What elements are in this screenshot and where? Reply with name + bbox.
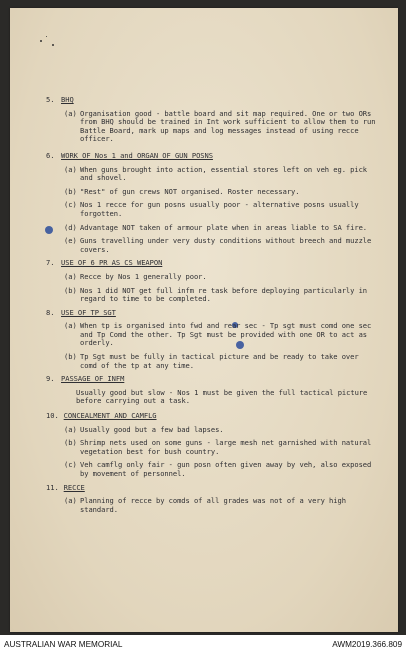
- item-text: Nos 1 did NOT get full infm re task before deploying particularly in regard to time to be completed.: [80, 285, 368, 304]
- item-label: (a): [64, 164, 77, 174]
- list-item: [64, 188, 376, 197]
- list-item: [64, 461, 376, 478]
- section-title: USE OF 6 PR AS CS WEAPON: [61, 258, 163, 268]
- list-item: [64, 273, 376, 282]
- section-number: 7.: [46, 258, 55, 268]
- section: [46, 309, 376, 371]
- item-text: Recce by Nos 1 generally poor.: [80, 271, 207, 281]
- section: [46, 484, 376, 515]
- item-label: (d): [64, 222, 77, 232]
- list-item: [64, 322, 376, 348]
- item-text: "Rest" of gun crews NOT organised. Roster necessary.: [80, 186, 300, 196]
- item-label: (b): [64, 438, 77, 448]
- section-number: 11.: [46, 482, 59, 492]
- paper-speck: [46, 36, 47, 37]
- item-text: Advantage NOT taken of armour plate when in areas liable to SA fire.: [80, 222, 368, 232]
- item-text: Nos 1 recce for gun posns usually poor - alternative posns usually forgotten.: [80, 200, 359, 218]
- item-text: Veh camflg only fair - gun posn often given away by veh, also exposed by movement of personnel.: [80, 460, 372, 478]
- section-heading: [46, 96, 376, 105]
- list-item: [64, 439, 376, 456]
- item-text: Usually good but a few bad lapses.: [80, 424, 224, 434]
- list-item: [64, 353, 376, 370]
- item-label: (a): [64, 271, 77, 281]
- section-paragraph: Usually good but slow - Nos 1 must be given the full tactical picture before carrying out a task.: [76, 387, 368, 406]
- list-item: [64, 426, 376, 435]
- section-heading: [46, 412, 376, 421]
- item-label: (b): [64, 186, 77, 196]
- section-number: 9.: [46, 374, 55, 384]
- item-label: (a): [64, 108, 77, 118]
- section-number: 10.: [46, 411, 59, 421]
- list-item: [64, 166, 376, 183]
- section-number: 8.: [46, 307, 55, 317]
- section: [46, 96, 376, 144]
- section-heading: [46, 375, 376, 384]
- item-text: When tp is organised into fwd and rear sec - Tp sgt must comd one sec and Tp Comd the other. Tp Sgt must be provided with one OR to act as orderly.: [80, 321, 372, 348]
- section: [46, 412, 376, 479]
- section-title: WORK OF Nos 1 and ORGAN OF GUN POSNS: [61, 150, 213, 160]
- item-text: Tp Sgt must be fully in tactical picture and be ready to take over comd of the tp at any time.: [80, 352, 359, 370]
- list-item: [64, 497, 376, 514]
- section-number: 5.: [46, 95, 55, 104]
- document-body: [46, 96, 376, 519]
- item-label: (b): [64, 285, 77, 295]
- list-item: [64, 224, 376, 233]
- section-number: 6.: [46, 150, 55, 160]
- item-label: (b): [64, 352, 77, 362]
- section: [46, 375, 376, 406]
- list-item: [64, 201, 376, 218]
- section-heading: [46, 152, 376, 161]
- item-label: (a): [64, 424, 77, 434]
- footer-institution: AUSTRALIAN WAR MEMORIAL: [4, 639, 123, 649]
- section: [46, 259, 376, 303]
- item-text: Planning of recce by comds of all grades was not of a very high standard.: [80, 496, 346, 514]
- list-item: [64, 237, 376, 254]
- item-label: (e): [64, 236, 77, 246]
- archive-footer: [0, 635, 406, 653]
- item-text: When guns brought into action, essential stores left on veh eg. pick and shovel.: [80, 164, 368, 183]
- list-item: [64, 110, 376, 144]
- section-title: CONCEALMENT AND CAMFLG: [63, 411, 157, 421]
- item-text: Shrimp nets used on some guns - large mesh net garnished with natural vegetation best for bush country.: [80, 438, 372, 456]
- item-text: Organisation good - battle board and sit map required. One or two ORs from BHQ should be trained in Int work sufficient to allow them to run Battle Board, mark up maps and log messages instead of using recce officer.: [80, 108, 376, 144]
- section-title: RECCE: [63, 482, 85, 492]
- section-heading: [46, 484, 376, 493]
- item-text: Guns travelling under very dusty conditions without breech and muzzle covers.: [80, 236, 372, 254]
- paper-speck: [52, 44, 54, 46]
- item-label: (c): [64, 200, 77, 210]
- section-title: PASSAGE OF INFM: [61, 374, 125, 384]
- section-heading: [46, 309, 376, 318]
- list-item: [64, 287, 376, 304]
- paper-speck: [40, 40, 42, 42]
- item-label: (a): [64, 321, 77, 331]
- footer-accession-number: AWM2019.366.809: [332, 639, 402, 649]
- section-title: USE OF TP SGT: [61, 307, 116, 317]
- section: [46, 152, 376, 254]
- section-heading: [46, 259, 376, 268]
- item-label: (a): [64, 496, 77, 506]
- item-label: (c): [64, 460, 77, 470]
- section-title: BHQ: [61, 95, 74, 104]
